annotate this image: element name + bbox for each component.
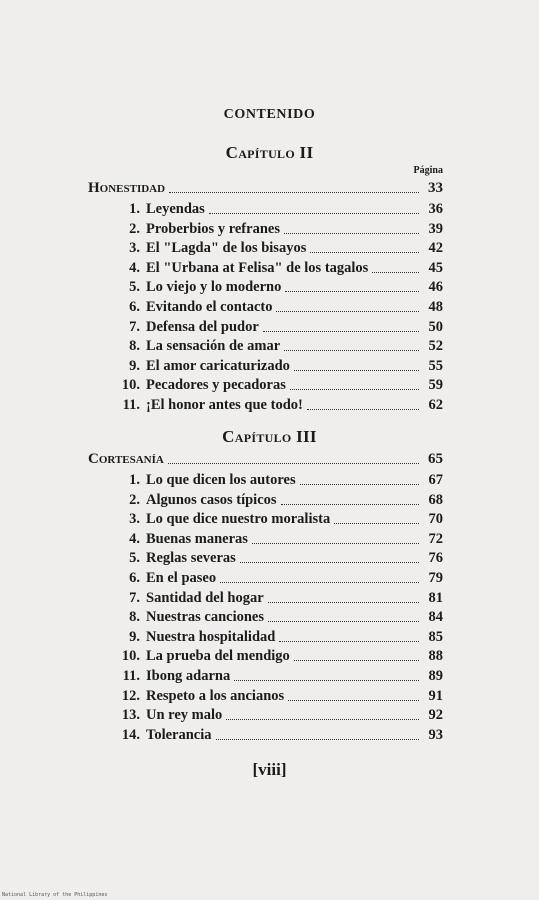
toc-page-number: 62	[428, 397, 443, 413]
dot-leader	[268, 601, 419, 603]
toc-item-row	[112, 686, 443, 706]
toc-item-label: El amor caricaturizado	[146, 357, 290, 374]
toc-item-number: 7.	[129, 318, 140, 335]
dot-leader	[290, 388, 419, 390]
dot-leader	[279, 640, 419, 642]
toc-page-number: 67	[428, 472, 443, 488]
toc-page-number: 76	[428, 550, 443, 567]
toc-item-row	[112, 238, 443, 258]
toc-item-label: Defensa del pudor	[146, 318, 259, 335]
page-number: [viii]	[252, 760, 287, 779]
toc-item-row	[112, 509, 443, 529]
toc-item-number: 8.	[129, 609, 140, 626]
toc-item-number: 11.	[122, 397, 140, 413]
toc-item-row	[112, 568, 443, 588]
toc-item-number: 2.	[129, 220, 140, 237]
page-column-label: Página	[413, 165, 443, 176]
toc-page-number: 92	[428, 707, 443, 724]
toc-page-number: 65	[428, 451, 443, 467]
toc-item-row	[112, 627, 443, 647]
dot-leader	[334, 522, 419, 524]
toc-page-number: 55	[428, 357, 443, 374]
toc-item-row	[112, 199, 443, 219]
toc-item-label: Proberbios y refranes	[146, 220, 280, 237]
toc-item-number: 5.	[129, 279, 140, 296]
page-title: CONTENIDO	[223, 107, 316, 122]
toc-page-number: 46	[428, 279, 443, 296]
dot-leader	[372, 271, 419, 273]
dot-leader	[284, 232, 419, 234]
toc-item-number: 2.	[129, 491, 140, 508]
dot-leader	[240, 561, 419, 563]
dot-leader	[281, 503, 419, 505]
toc-item-number: 10.	[121, 648, 140, 665]
toc-item-row	[112, 470, 443, 490]
toc-item-label: ¡El honor antes que todo!	[146, 397, 303, 413]
dot-leader	[168, 462, 419, 464]
dot-leader	[310, 251, 419, 253]
toc-item-label: Lo que dicen los autores	[146, 472, 296, 488]
toc-page-number: 89	[428, 668, 443, 684]
toc-item-label: La sensación de amar	[146, 338, 281, 355]
toc-page-number: 48	[428, 299, 443, 315]
toc-section-row	[88, 449, 443, 469]
toc-item-label: El "Urbana at Felisa" de los tagalos	[146, 259, 369, 276]
toc-item-label: Respeto a los ancianos	[146, 687, 285, 704]
toc-item-row	[112, 646, 443, 666]
toc-section-row	[88, 178, 443, 198]
toc-item-number: 13.	[121, 707, 140, 724]
toc-page-number: 33	[428, 180, 443, 196]
toc-page-number: 85	[428, 628, 443, 645]
toc-item-number: 3.	[129, 511, 140, 528]
dot-leader	[263, 330, 419, 332]
toc-item-row	[112, 607, 443, 627]
toc-item-label: En el paseo	[146, 570, 217, 586]
toc-item-row	[112, 219, 443, 239]
toc-item-label: Evitando el contacto	[146, 299, 273, 315]
toc-page-number: 79	[428, 570, 443, 586]
dot-leader	[284, 349, 419, 351]
toc-item-row	[112, 548, 443, 568]
dot-leader	[307, 408, 419, 410]
toc-item-label: Tolerancia	[146, 726, 212, 743]
toc-item-label: Reglas severas	[146, 550, 236, 567]
dot-leader	[294, 369, 419, 371]
toc-item-row	[112, 277, 443, 297]
toc-page-number: 59	[428, 377, 443, 394]
toc-item-row	[112, 705, 443, 725]
toc-item-label: Lo que dice nuestro moralista	[146, 511, 331, 528]
toc-page-number: 70	[428, 511, 443, 528]
scan-note: National Library of the Philippines	[2, 892, 108, 898]
toc-item-label: Nuestras canciones	[146, 609, 265, 626]
dot-leader	[294, 659, 419, 661]
toc-item-label: Santidad del hogar	[146, 589, 264, 606]
toc-item-row	[112, 588, 443, 608]
toc-item-number: 7.	[129, 589, 140, 606]
toc-section-label: Cortesanía	[88, 451, 164, 467]
toc-item-row	[112, 490, 443, 510]
toc-item-label: Buenas maneras	[146, 530, 248, 547]
toc-item-number: 1.	[129, 472, 140, 488]
dot-leader	[252, 542, 419, 544]
toc-item-number: 9.	[129, 628, 140, 645]
toc-item-row	[112, 666, 443, 686]
toc-item-label: Nuestra hospitalidad	[146, 628, 276, 645]
toc-item-label: Algunos casos típicos	[146, 491, 277, 508]
toc-page-number: 88	[428, 648, 443, 665]
dot-leader	[276, 310, 419, 312]
chapter-title: Capítulo II	[225, 143, 314, 162]
toc-item-label: El "Lagda" de los bisayos	[146, 240, 307, 257]
toc-item-row	[112, 297, 443, 317]
toc-item-number: 5.	[129, 550, 140, 567]
toc-page-number: 39	[428, 220, 443, 237]
toc-item-row	[112, 529, 443, 549]
toc-item-number: 6.	[129, 299, 140, 315]
toc-page-number: 52	[428, 338, 443, 355]
toc-item-number: 14.	[121, 726, 140, 743]
dot-leader	[300, 483, 419, 485]
toc-page-number: 93	[428, 726, 443, 743]
dot-leader	[268, 620, 419, 622]
dot-leader	[169, 191, 419, 193]
toc-item-row	[112, 395, 443, 415]
toc-item-row	[112, 336, 443, 356]
dot-leader	[220, 581, 419, 583]
chapter-title: Capítulo III	[222, 427, 317, 446]
toc-page-number: 45	[428, 259, 443, 276]
toc-item-number: 3.	[129, 240, 140, 257]
toc-item-row	[112, 317, 443, 337]
toc-item-number: 10.	[121, 377, 140, 394]
dot-leader	[288, 699, 419, 701]
toc-item-label: Lo viejo y lo moderno	[146, 279, 282, 296]
toc-section-label: Honestidad	[88, 180, 166, 196]
toc-page-number: 91	[428, 687, 443, 704]
dot-leader	[216, 738, 419, 740]
toc-item-label: La prueba del mendigo	[146, 648, 290, 665]
toc-item-label: Pecadores y pecadoras	[146, 377, 286, 394]
toc-item-number: 8.	[129, 338, 140, 355]
toc-item-number: 9.	[129, 357, 140, 374]
dot-leader	[234, 679, 419, 681]
toc-item-label: Leyendas	[146, 201, 205, 217]
toc-item-row	[112, 258, 443, 278]
toc-page-number: 68	[428, 491, 443, 508]
toc-page-number: 42	[428, 240, 443, 257]
dot-leader	[209, 212, 419, 214]
toc-page-number: 50	[428, 318, 443, 335]
toc-page-number: 72	[428, 530, 443, 547]
toc-item-number: 1.	[129, 201, 140, 217]
toc-item-row	[112, 725, 443, 745]
toc-page-number: 84	[428, 609, 443, 626]
dot-leader	[285, 290, 419, 292]
toc-item-number: 6.	[129, 570, 140, 586]
toc-item-label: Un rey malo	[146, 707, 223, 724]
toc-item-number: 4.	[129, 530, 140, 547]
toc-item-row	[112, 356, 443, 376]
toc-item-number: 4.	[129, 259, 140, 276]
dot-leader	[226, 718, 419, 720]
toc-item-number: 12.	[121, 687, 140, 704]
toc-item-row	[112, 375, 443, 395]
toc-item-number: 11.	[122, 668, 140, 684]
toc-page-number: 81	[428, 589, 443, 606]
toc-page-number: 36	[428, 201, 443, 217]
toc-item-label: Ibong adarna	[146, 668, 231, 684]
